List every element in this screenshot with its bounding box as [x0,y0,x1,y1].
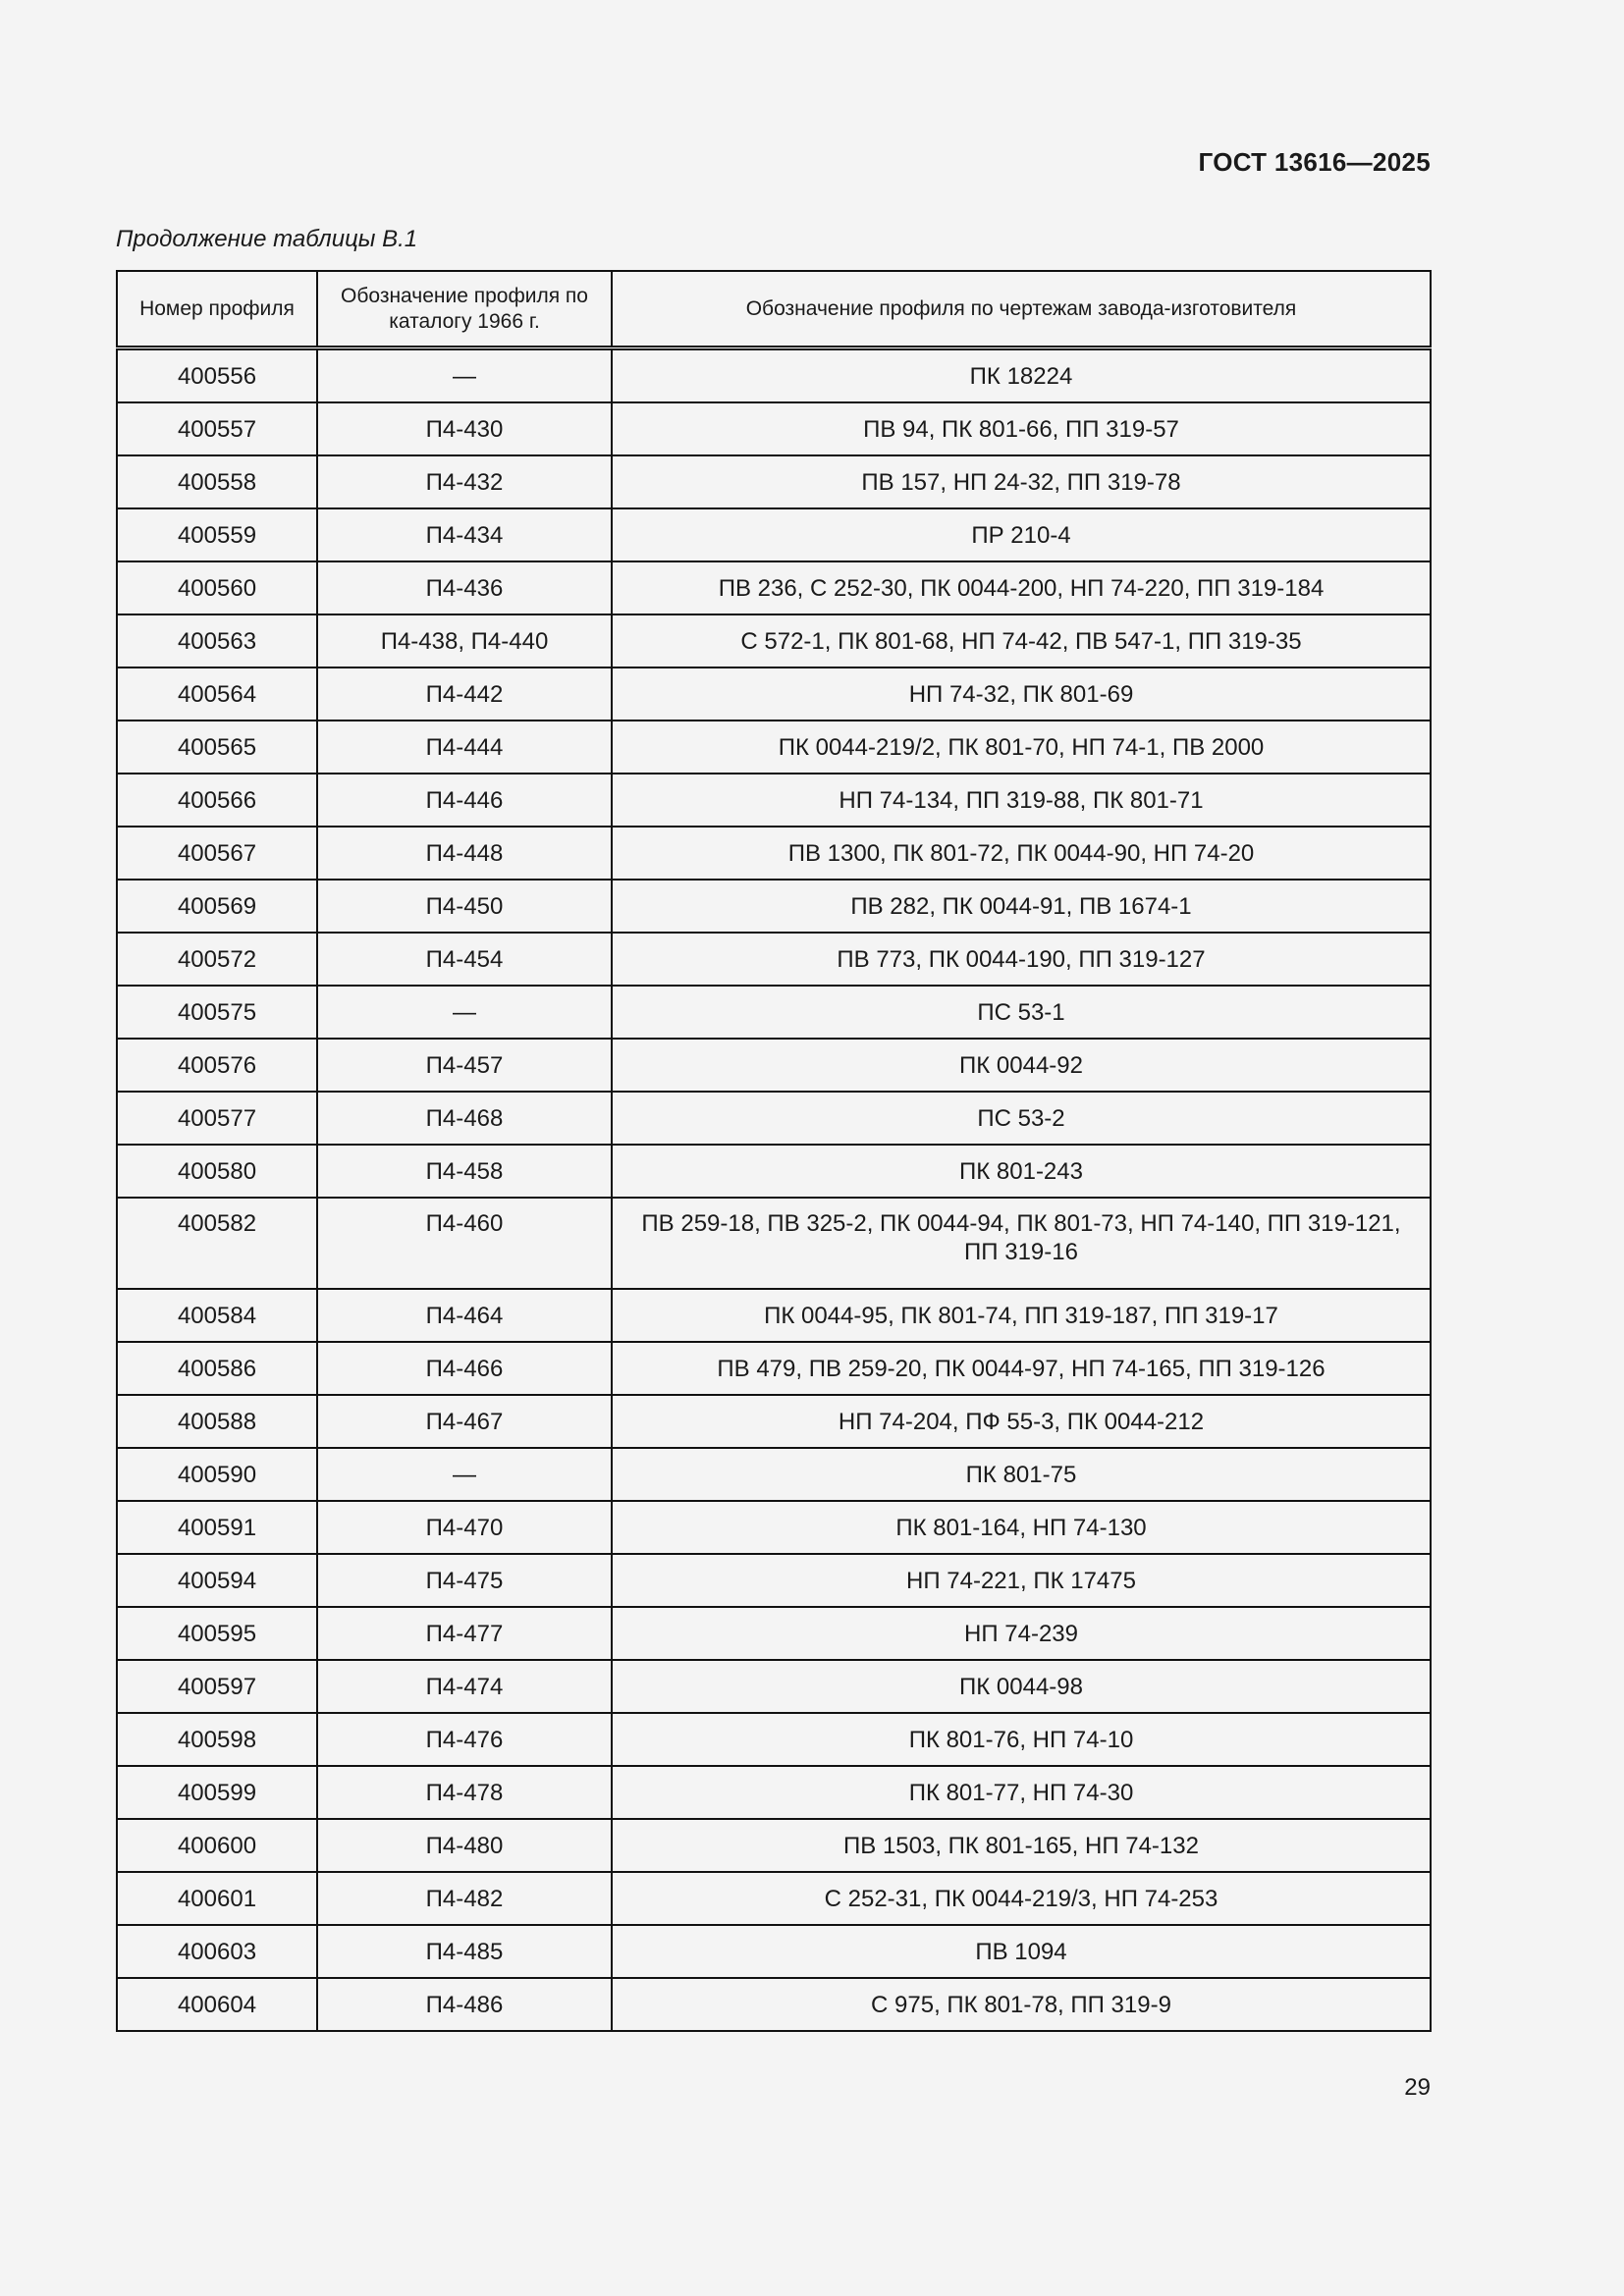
catalog-designation-cell: П4-458 [317,1145,612,1198]
catalog-designation-cell: П4-477 [317,1607,612,1660]
catalog-designation-cell: П4-486 [317,1978,612,2031]
page-number: 29 [1404,2074,1431,2101]
table-row [117,774,1431,827]
catalog-designation-cell: П4-468 [317,1092,612,1145]
catalog-designation-cell: П4-430 [317,402,612,455]
drawing-designation-cell: ПС 53-2 [612,1092,1431,1145]
column-header-profile-number: Номер профиля [117,271,317,348]
catalog-designation-cell: П4-460 [317,1198,612,1289]
profile-number-cell: 400584 [117,1289,317,1342]
table-row [117,933,1431,986]
table-row [117,667,1431,721]
drawing-designation-cell: ПВ 157, НП 24-32, ПП 319-78 [612,455,1431,508]
profile-number-cell: 400582 [117,1198,317,1289]
drawing-designation-cell: ПК 801-75 [612,1448,1431,1501]
drawing-designation-cell: ПК 0044-219/2, ПК 801-70, НП 74-1, ПВ 2000 [612,721,1431,774]
profile-number-cell: 400557 [117,402,317,455]
drawing-designation-cell: ПВ 236, С 252-30, ПК 0044-200, НП 74-220, ПП 319-184 [612,561,1431,614]
catalog-designation-cell: П4-457 [317,1039,612,1092]
catalog-designation-cell: П4-482 [317,1872,612,1925]
profile-number-cell: 400575 [117,986,317,1039]
table-row [117,614,1431,667]
profile-number-cell: 400577 [117,1092,317,1145]
table-row [117,1501,1431,1554]
table-caption: Продолжение таблицы В.1 [116,226,418,252]
drawing-designation-cell: С 252-31, ПК 0044-219/3, НП 74-253 [612,1872,1431,1925]
table-row [117,986,1431,1039]
catalog-designation-cell: П4-480 [317,1819,612,1872]
catalog-designation-cell: П4-432 [317,455,612,508]
profile-number-cell: 400595 [117,1607,317,1660]
column-header-drawing-designation: Обозначение профиля по чертежам завода-изготовителя [612,271,1431,348]
drawing-designation-cell: ПВ 259-18, ПВ 325-2, ПК 0044-94, ПК 801-73, НП 74-140, ПП 319-121, ПП 319-16 [612,1198,1431,1289]
catalog-designation-cell: П4-464 [317,1289,612,1342]
table-row [117,1145,1431,1198]
drawing-designation-cell: ПК 0044-98 [612,1660,1431,1713]
catalog-designation-cell: П4-467 [317,1395,612,1448]
table-row [117,1395,1431,1448]
profile-number-cell: 400569 [117,880,317,933]
table-row [117,1607,1431,1660]
table-row [117,1342,1431,1395]
table-row [117,1925,1431,1978]
profile-number-cell: 400603 [117,1925,317,1978]
drawing-designation-cell: ПК 801-76, НП 74-10 [612,1713,1431,1766]
table-row [117,880,1431,933]
profile-number-cell: 400604 [117,1978,317,2031]
table-row [117,402,1431,455]
catalog-designation-cell: П4-454 [317,933,612,986]
table-row [117,1660,1431,1713]
drawing-designation-cell: НП 74-204, ПФ 55-3, ПК 0044-212 [612,1395,1431,1448]
drawing-designation-cell: ПК 801-164, НП 74-130 [612,1501,1431,1554]
profile-number-cell: 400600 [117,1819,317,1872]
profile-number-cell: 400597 [117,1660,317,1713]
catalog-designation-cell: П4-442 [317,667,612,721]
table-row [117,1554,1431,1607]
table-row [117,721,1431,774]
table-row [117,1713,1431,1766]
table-row [117,561,1431,614]
table-row [117,1092,1431,1145]
profile-number-cell: 400599 [117,1766,317,1819]
catalog-designation-cell: П4-475 [317,1554,612,1607]
catalog-designation-cell: П4-436 [317,561,612,614]
table-row [117,1289,1431,1342]
catalog-designation-cell: П4-448 [317,827,612,880]
drawing-designation-cell: ПК 801-243 [612,1145,1431,1198]
profile-number-cell: 400580 [117,1145,317,1198]
table-row [117,827,1431,880]
profile-number-cell: 400563 [117,614,317,667]
catalog-designation-cell: П4-446 [317,774,612,827]
catalog-designation-cell: П4-444 [317,721,612,774]
table-body [117,348,1431,2032]
drawing-designation-cell: ПК 801-77, НП 74-30 [612,1766,1431,1819]
catalog-designation-cell: П4-438, П4-440 [317,614,612,667]
profile-number-cell: 400567 [117,827,317,880]
profile-number-cell: 400559 [117,508,317,561]
catalog-designation-cell: П4-450 [317,880,612,933]
drawing-designation-cell: ПР 210-4 [612,508,1431,561]
profile-number-cell: 400576 [117,1039,317,1092]
profile-number-cell: 400601 [117,1872,317,1925]
catalog-designation-cell: П4-478 [317,1766,612,1819]
drawing-designation-cell: ПВ 773, ПК 0044-190, ПП 319-127 [612,933,1431,986]
table-row [117,1448,1431,1501]
table-row [117,1819,1431,1872]
table-row [117,1872,1431,1925]
catalog-designation-cell: П4-485 [317,1925,612,1978]
catalog-designation-cell: — [317,348,612,403]
table-row [117,1039,1431,1092]
drawing-designation-cell: ПВ 282, ПК 0044-91, ПВ 1674-1 [612,880,1431,933]
profile-number-cell: 400591 [117,1501,317,1554]
drawing-designation-cell: ПВ 1094 [612,1925,1431,1978]
drawing-designation-cell: С 975, ПК 801-78, ПП 319-9 [612,1978,1431,2031]
table-row [117,1766,1431,1819]
profile-number-cell: 400558 [117,455,317,508]
profile-number-cell: 400594 [117,1554,317,1607]
profile-number-cell: 400590 [117,1448,317,1501]
table-row [117,1198,1431,1289]
drawing-designation-cell: ПВ 94, ПК 801-66, ПП 319-57 [612,402,1431,455]
column-header-catalog-designation: Обозначение профиля по каталогу 1966 г. [317,271,612,348]
catalog-designation-cell: П4-466 [317,1342,612,1395]
drawing-designation-cell: ПС 53-1 [612,986,1431,1039]
profile-number-cell: 400588 [117,1395,317,1448]
drawing-designation-cell: ПВ 479, ПВ 259-20, ПК 0044-97, НП 74-165, ПП 319-126 [612,1342,1431,1395]
catalog-designation-cell: П4-474 [317,1660,612,1713]
profile-number-cell: 400565 [117,721,317,774]
drawing-designation-cell: НП 74-32, ПК 801-69 [612,667,1431,721]
drawing-designation-cell: НП 74-239 [612,1607,1431,1660]
catalog-designation-cell: — [317,1448,612,1501]
catalog-designation-cell: П4-476 [317,1713,612,1766]
drawing-designation-cell: ПК 0044-92 [612,1039,1431,1092]
profile-number-cell: 400572 [117,933,317,986]
profile-number-cell: 400566 [117,774,317,827]
drawing-designation-cell: ПВ 1300, ПК 801-72, ПК 0044-90, НП 74-20 [612,827,1431,880]
table-row [117,508,1431,561]
table-row [117,1978,1431,2031]
table-row [117,455,1431,508]
drawing-designation-cell: ПК 0044-95, ПК 801-74, ПП 319-187, ПП 319-17 [612,1289,1431,1342]
profile-number-cell: 400560 [117,561,317,614]
catalog-designation-cell: — [317,986,612,1039]
drawing-designation-cell: С 572-1, ПК 801-68, НП 74-42, ПВ 547-1, ПП 319-35 [612,614,1431,667]
profile-number-cell: 400564 [117,667,317,721]
profile-number-cell: 400598 [117,1713,317,1766]
drawing-designation-cell: НП 74-221, ПК 17475 [612,1554,1431,1607]
table-header-row [117,271,1431,348]
profile-number-cell: 400586 [117,1342,317,1395]
drawing-designation-cell: ПК 18224 [612,348,1431,403]
profile-number-cell: 400556 [117,348,317,403]
catalog-designation-cell: П4-434 [317,508,612,561]
catalog-designation-cell: П4-470 [317,1501,612,1554]
drawing-designation-cell: НП 74-134, ПП 319-88, ПК 801-71 [612,774,1431,827]
drawing-designation-cell: ПВ 1503, ПК 801-165, НП 74-132 [612,1819,1431,1872]
profile-table [116,270,1432,2032]
table-row [117,348,1431,403]
document-id: ГОСТ 13616—2025 [1198,147,1431,177]
